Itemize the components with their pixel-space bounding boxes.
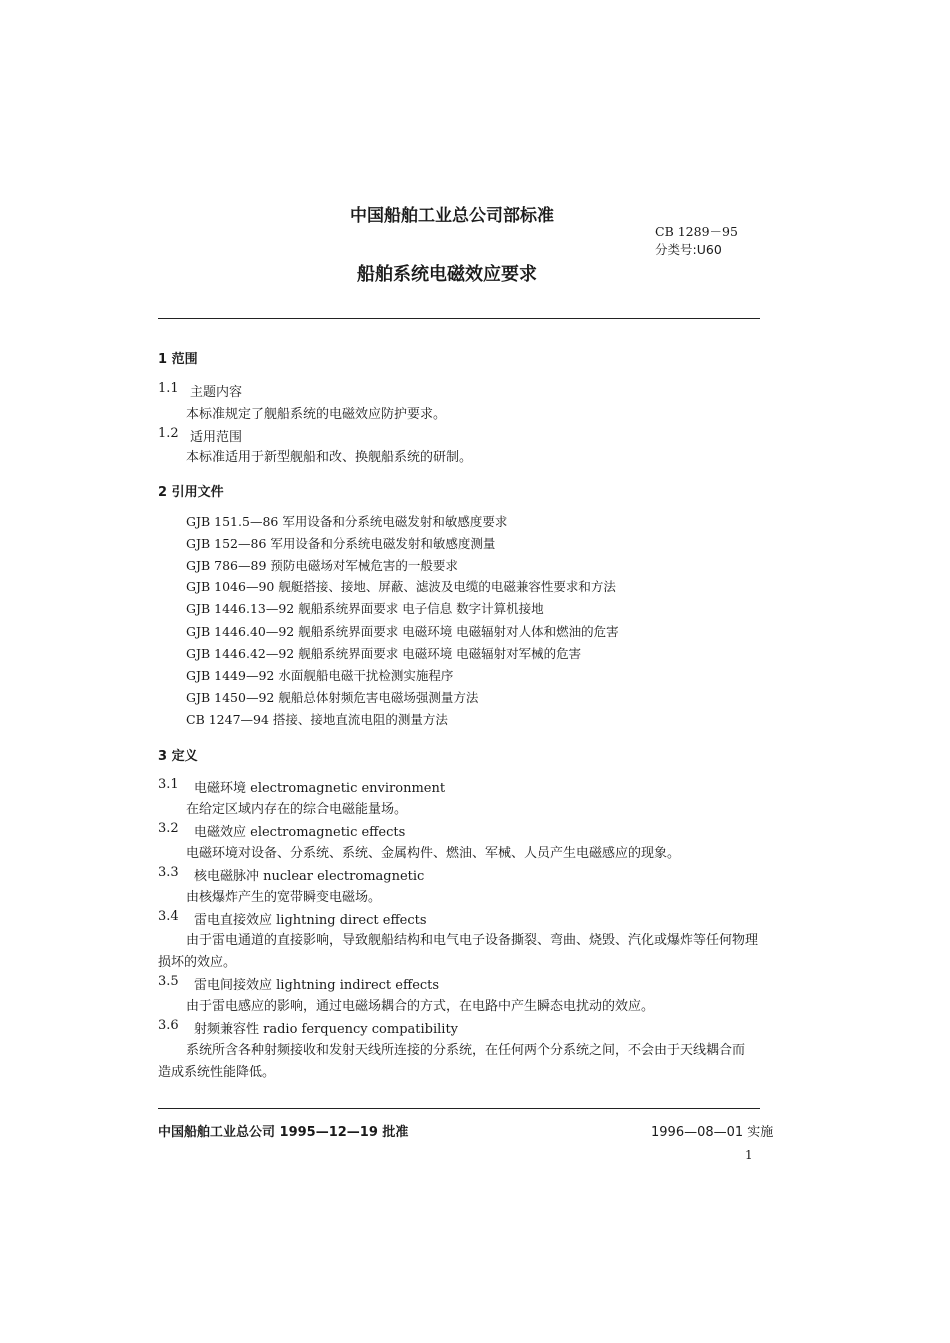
section-1-1-text: 本标准规定了舰船系统的电磁效应防护要求。 bbox=[186, 407, 447, 422]
effective-date: 1996—08—01 实施 bbox=[651, 1125, 774, 1140]
section-1-heading: 1 范围 bbox=[158, 352, 198, 367]
definition-text: 由于雷电感应的影响，通过电磁场耦合的方式，在电路中产生瞬态电扰动的效应。 bbox=[186, 999, 655, 1014]
definition-term: 射频兼容性 radio ferquency compatibility bbox=[194, 1022, 459, 1037]
document-code: CB 1289－95 bbox=[655, 224, 738, 239]
definition-text: 由核爆炸产生的宽带瞬变电磁场。 bbox=[186, 890, 382, 905]
reference-item: GJB 1449—92 水面舰船电磁干扰检测实施程序 bbox=[186, 668, 454, 683]
section-1-1-title: 主题内容 bbox=[190, 385, 243, 400]
definition-term: 雷电间接效应 lightning indirect effects bbox=[194, 978, 440, 993]
definition-term: 核电磁脉冲 nuclear electromagnetic bbox=[194, 869, 425, 884]
reference-item: GJB 786—89 预防电磁场对军械危害的一般要求 bbox=[186, 558, 458, 573]
classification-number: 分类号:U60 bbox=[655, 242, 722, 257]
header-divider bbox=[158, 318, 760, 319]
section-1-2-text: 本标准适用于新型舰船和改、换舰船系统的研制。 bbox=[186, 450, 473, 465]
reference-item: GJB 1446.40—92 舰船系统界面要求 电磁环境 电磁辐射对人体和燃油的危害 bbox=[186, 624, 619, 639]
definition-text: 在给定区域内存在的综合电磁能量场。 bbox=[186, 802, 408, 817]
reference-item: GJB 1450—92 舰船总体射频危害电磁场强测量方法 bbox=[186, 690, 479, 705]
reference-item: CB 1247—94 搭接、接地直流电阻的测量方法 bbox=[186, 712, 448, 727]
definition-text: 电磁环境对设备、分系统、系统、金属构件、燃油、军械、人员产生电磁感应的现象。 bbox=[186, 846, 681, 861]
reference-item: GJB 152—86 军用设备和分系统电磁发射和敏感度测量 bbox=[186, 536, 496, 551]
definition-number: 3.3 bbox=[158, 865, 179, 880]
definition-text-continuation: 造成系统性能降低。 bbox=[158, 1065, 276, 1080]
section-3-heading: 3 定义 bbox=[158, 749, 198, 764]
reference-item: GJB 151.5—86 军用设备和分系统电磁发射和敏感度要求 bbox=[186, 514, 508, 529]
issuing-organization-title: 中国船舶工业总公司部标准 bbox=[350, 206, 554, 226]
section-1-2-number: 1.2 bbox=[158, 426, 179, 441]
definition-number: 3.2 bbox=[158, 821, 179, 836]
definition-text-continuation: 损坏的效应。 bbox=[158, 955, 237, 970]
definition-term: 雷电直接效应 lightning direct effects bbox=[194, 913, 427, 928]
definition-text: 系统所含各种射频接收和发射天线所连接的分系统，在任何两个分系统之间，不会由于天线耦合而 bbox=[186, 1043, 746, 1058]
reference-item: GJB 1446.13—92 舰船系统界面要求 电子信息 数字计算机接地 bbox=[186, 601, 544, 616]
document-title: 船舶系统电磁效应要求 bbox=[357, 264, 537, 285]
reference-item: GJB 1446.42—92 舰船系统界面要求 电磁环境 电磁辐射对军械的危害 bbox=[186, 646, 582, 661]
section-2-heading: 2 引用文件 bbox=[158, 485, 224, 500]
definition-text: 由于雷电通道的直接影响，导致舰船结构和电气电子设备撕裂、弯曲、烧毁、汽化或爆炸等任何物理 bbox=[186, 933, 759, 948]
definition-term: 电磁环境 electromagnetic environment bbox=[194, 781, 446, 796]
section-1-2-title: 适用范围 bbox=[190, 430, 243, 445]
definition-number: 3.1 bbox=[158, 777, 179, 792]
footer-divider bbox=[158, 1108, 760, 1109]
reference-item: GJB 1046—90 舰艇搭接、接地、屏蔽、滤波及电缆的电磁兼容性要求和方法 bbox=[186, 579, 616, 594]
definition-number: 3.6 bbox=[158, 1018, 179, 1033]
definition-term: 电磁效应 electromagnetic effects bbox=[194, 825, 406, 840]
definition-number: 3.4 bbox=[158, 909, 179, 924]
definition-number: 3.5 bbox=[158, 974, 179, 989]
page-number: 1 bbox=[745, 1148, 753, 1162]
approval-statement: 中国船舶工业总公司 1995—12—19 批准 bbox=[158, 1125, 409, 1140]
section-1-1-number: 1.1 bbox=[158, 381, 179, 396]
